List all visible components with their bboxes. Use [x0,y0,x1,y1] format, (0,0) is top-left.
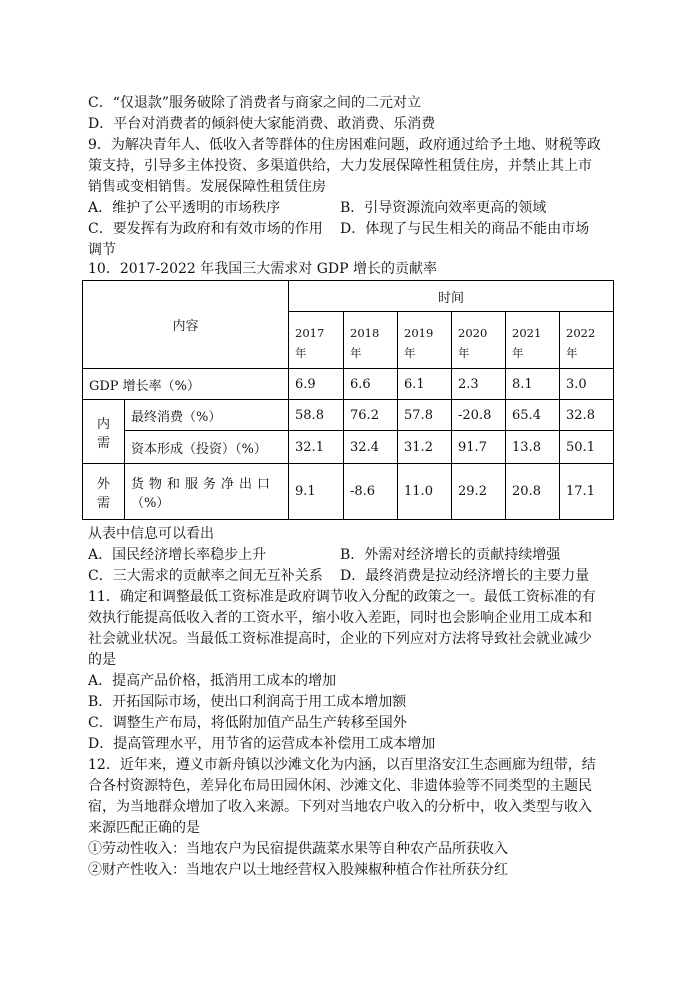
q10-option-d: D．最终消费是拉动经济增长的主要力量 [340,568,590,584]
net-exports-label-line-1: 货物和服务净出口 [131,476,276,492]
year-number: 2018 [350,326,380,340]
year-header-2019 [398,312,452,369]
table-row-final-consumption [83,400,614,431]
table-cell: 32.1 [289,431,344,464]
year-header-2022 [560,312,614,369]
time-header: 时间 [289,281,614,312]
table-cell: 32.4 [344,431,398,464]
q10-option-b: B．外需对经济增长的贡献持续增强 [340,547,561,563]
capital-formation-label: 资本形成（投资）（%） [125,431,289,464]
table-cell: 11.0 [398,464,452,520]
content-header: 内容 [83,281,289,369]
q12-stem-line-3: 宿，为当地群众增加了收入来源。下列对当地农户收入的分析中，收入类型与收入 [88,799,592,815]
q11-option-c: C．调整生产布局，将低附加值产品生产转移至国外 [88,715,407,731]
table-cell: 65.4 [506,400,560,431]
year-header-2018 [344,312,398,369]
year-header-2021 [506,312,560,369]
table-cell: 29.2 [452,464,506,520]
table-cell: 57.8 [398,400,452,431]
table-cell: 3.0 [560,369,614,400]
table-row-net-exports [83,464,614,520]
table-cell: -20.8 [452,400,506,431]
year-unit: 年 [295,346,307,360]
q9-option-c: C．要发挥有为政府和有效市场的作用 [88,221,323,237]
year-number: 2021 [512,326,542,340]
q11-stem-line-1: 11．确定和调整最低工资标准是政府调节收入分配的政策之一。最低工资标准的有 [88,589,596,605]
q9-stem-line-1: 9．为解决青年人、低收入者等群体的住房困难问题，政府通过给予土地、财税等政 [88,137,601,153]
net-exports-label-line-2: （%） [131,495,170,511]
q12-item-2: ②财产性收入：当地农户以土地经营权入股辣椒种植合作社所获分红 [88,862,508,878]
year-header-2020 [452,312,506,369]
table-cell: 76.2 [344,400,398,431]
year-number: 2022 [566,326,596,340]
q8-option-d: D．平台对消费者的倾斜使大家能消费、敢消费、乐消费 [88,116,436,132]
q9-option-b: B．引导资源流向效率更高的领域 [340,200,547,216]
final-consumption-label: 最终消费（%） [125,400,289,431]
table-cell: 31.2 [398,431,452,464]
q9-stem-line-2: 策支持，引导多主体投资、多渠道供给，大力发展保障性租赁住房，并禁止其上市 [88,158,592,174]
table-cell: 17.1 [560,464,614,520]
q11-stem-line-4: 的是 [88,652,116,668]
q11-stem-line-2: 效执行能提高低收入者的工资水平，缩小收入差距，同时也会影响企业用工成本和 [88,610,592,626]
q9-option-d: D．体现了与民生相关的商品不能由市场 [340,221,590,237]
year-number: 2020 [458,326,488,340]
year-unit: 年 [458,346,470,360]
table-cell: 20.8 [506,464,560,520]
table-row-capital-formation [83,431,614,464]
domestic-demand-label [83,400,125,464]
gdp-contribution-table [82,280,614,520]
external-demand-label [83,464,125,520]
table-cell: 9.1 [289,464,344,520]
year-number: 2019 [404,326,434,340]
q9-stem-line-3: 销售或变相销售。发展保障性租赁住房 [88,179,326,195]
year-number: 2017 [295,326,325,340]
table-cell: 6.1 [398,369,452,400]
table-row-gdp [83,369,614,400]
q11-option-b: B．开拓国际市场，使出口利润高于用工成本增加额 [88,694,407,710]
external-demand-char-2: 需 [96,495,110,511]
q9-option-d-continued: 调节 [88,242,116,258]
table-cell: 6.9 [289,369,344,400]
net-exports-label [125,464,289,520]
q11-option-a: A．提高产品价格，抵消用工成本的增加 [88,673,337,689]
q10-lead: 从表中信息可以看出 [88,526,214,542]
year-unit: 年 [350,346,362,360]
q8-option-c: C．“仅退款”服务破除了消费者与商家之间的二元对立 [88,95,422,111]
table-cell: 13.8 [506,431,560,464]
q12-stem-line-4: 来源匹配正确的是 [88,820,200,836]
q12-item-1: ①劳动性收入：当地农户为民宿提供蔬菜水果等自种农产品所获收入 [88,841,508,857]
q11-stem-line-3: 社会就业状况。当最低工资标准提高时，企业的下列应对方法将导致社会就业减少 [88,631,592,647]
q10-option-a: A．国民经济增长率稳步上升 [88,547,267,563]
table-cell: -8.6 [344,464,398,520]
table-cell: 8.1 [506,369,560,400]
q10-option-c: C．三大需求的贡献率之间无互补关系 [88,568,323,584]
year-unit: 年 [566,346,578,360]
external-demand-char-1: 外 [96,476,110,492]
year-unit: 年 [404,346,416,360]
table-cell: 6.6 [344,369,398,400]
domestic-demand-char-2: 需 [96,435,110,451]
table-cell: 58.8 [289,400,344,431]
year-header-2017 [289,312,344,369]
table-cell: 50.1 [560,431,614,464]
year-unit: 年 [512,346,524,360]
q9-option-a: A．维护了公平透明的市场秩序 [88,200,281,216]
table-cell: 2.3 [452,369,506,400]
q11-option-d: D．提高管理水平，用节省的运营成本补偿用工成本增加 [88,736,436,752]
gdp-growth-label: GDP 增长率（%） [83,369,289,400]
q12-stem-line-1: 12．近年来，遵义市新舟镇以沙滩文化为内涵，以百里洛安江生态画廊为纽带，结 [88,757,596,773]
q12-stem-line-2: 合各村资源特色，差异化布局田园休闲、沙滩文化、非遗体验等不同类型的主题民 [88,778,592,794]
table-cell: 32.8 [560,400,614,431]
q10-title: 10．2017-2022 年我国三大需求对 GDP 增长的贡献率 [88,261,437,277]
domestic-demand-char-1: 内 [96,416,110,432]
table-cell: 91.7 [452,431,506,464]
